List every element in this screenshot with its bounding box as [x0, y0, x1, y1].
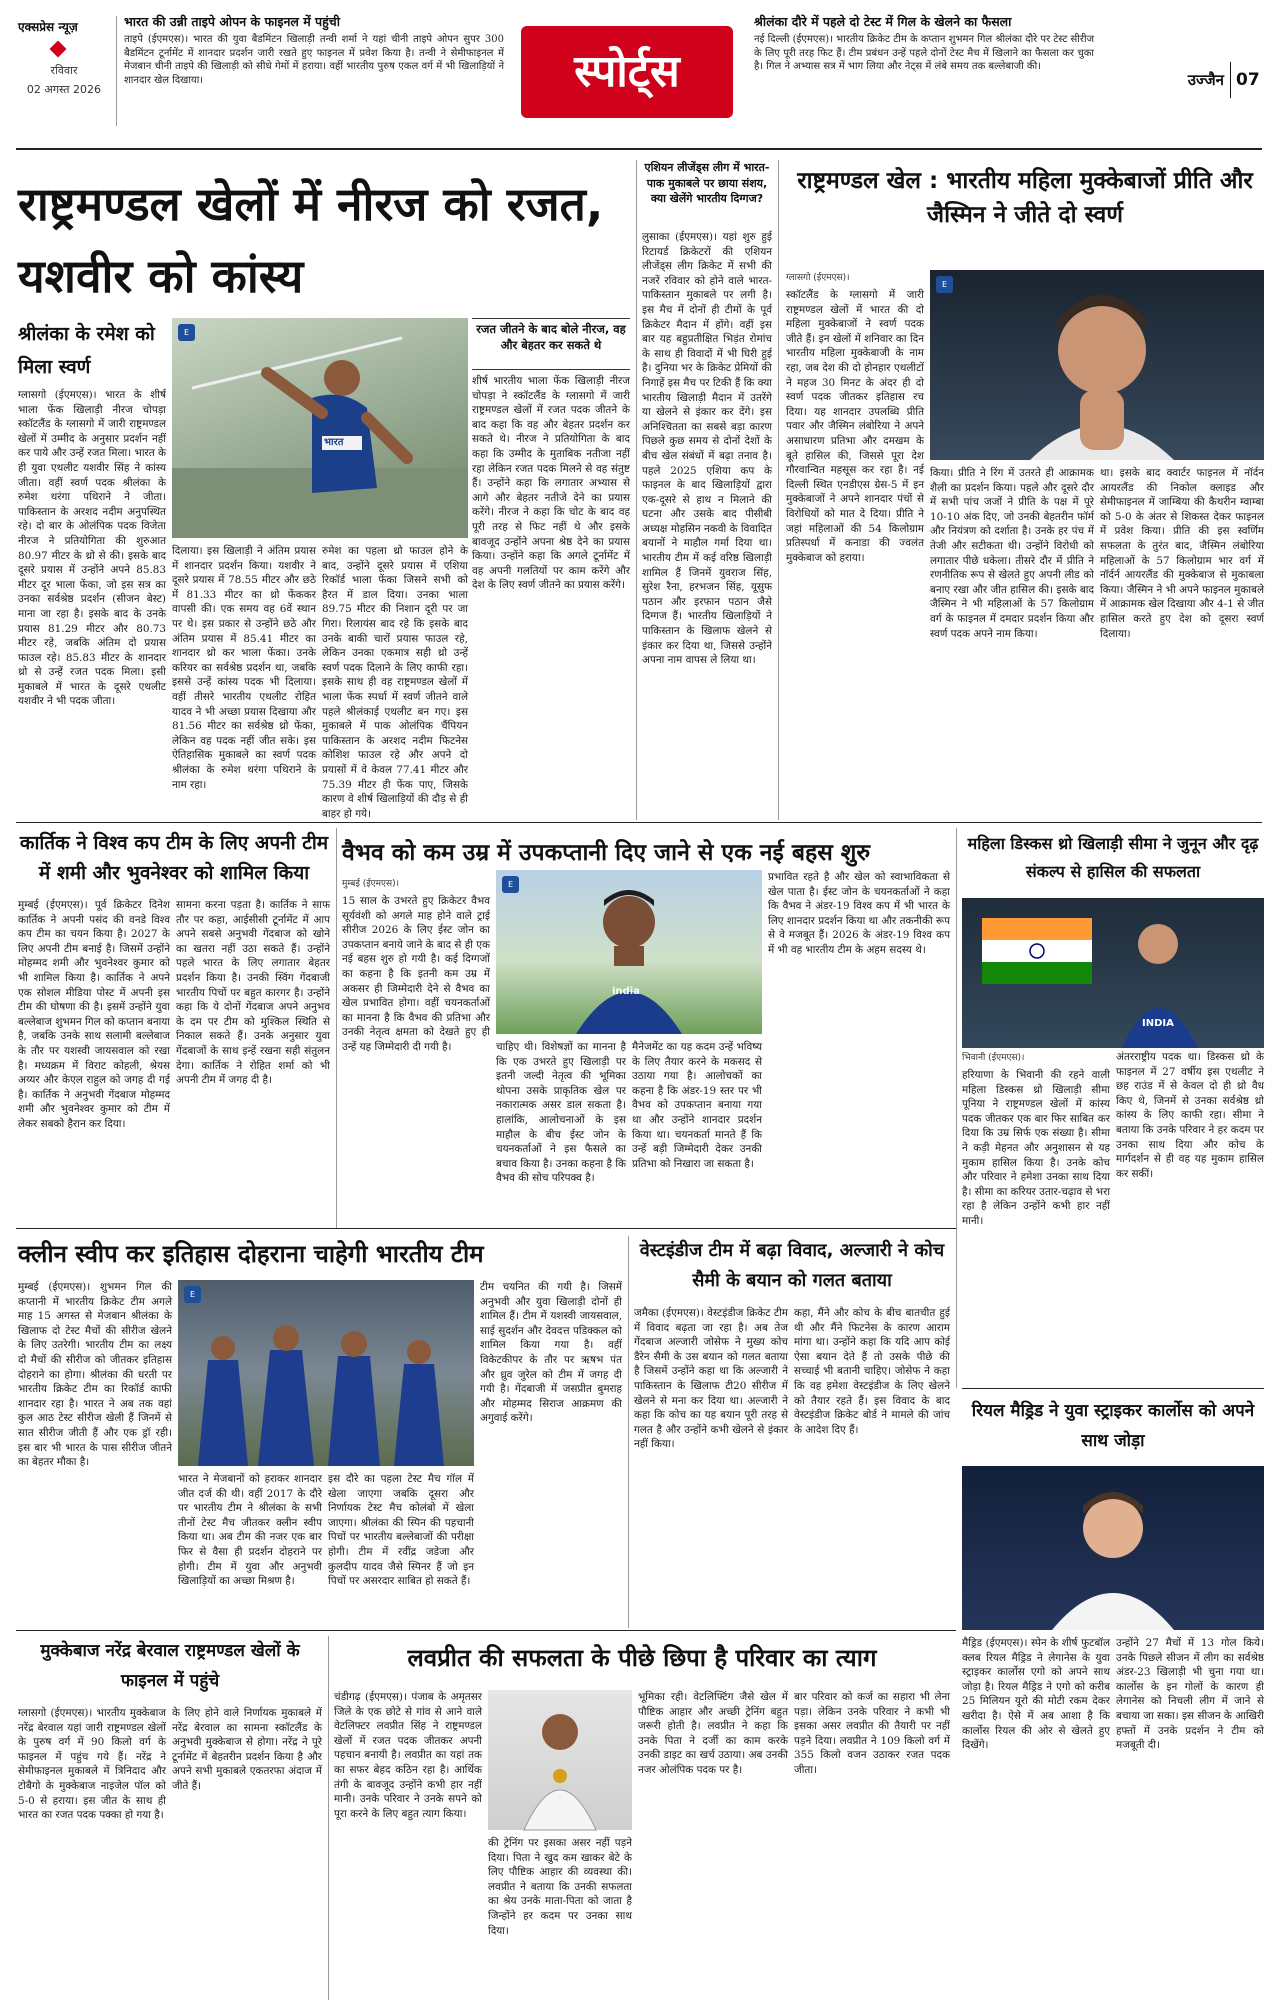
neeraj-col-1: ग्लासगो (ईएमएस)। भारत के शीर्ष भाला फेंक खिलाड़ी नीरज चोपड़ा स्कॉटलैंड के ग्लासगो में जारी राष्ट्रमण्डल खेलों में उम्मीद के अनुसार प्रदर्शन नहीं कर पाये और उन्हें रजत मिला। भारत के ही युवा एथलीट यशवीर सिंह ने कांस्य जीता। वहीं स्वर्ण पदक श्रीलंका के रुमेश थरंगा पथिराने ने जीता। पाकिस्तान के अरशद नदीम अनुपस्थित रहे। दो बार के ओलंपिक पदक विजेता नीरज ने प्रतियोगिता की शुरुआत 80.97 मीटर के थ्रो से की। इसके बाद दूसरे प्रयास में उन्होंने अपने 85.83 मीटर दूर भाला फेंका, जो इस सत्र का उनका सर्वश्रेष्ठ प्रदर्शन (सीजन बेस्ट) माना जा रहा है। इसके बाद के उनके प्रयास 81.29 मीटर और 80.73 मीटर रहे, जबकि अंतिम दो प्रयास फाउल रहे। 85.83 मीटर के शानदार थ्रो से उन्हें रजत पदक मिला। इसी मुकाबले में भारत के दूसरे एथलीट यशवीर ने भी पदक जीता।	[18, 389, 166, 708]
neeraj-caption: रजत जीतने के बाद बोले नीरज, वह और बेहतर कर सकते थे	[476, 322, 626, 352]
madrid-photo	[962, 1466, 1264, 1630]
vaibhav-credit: मुम्बई (ईएमएस)।	[342, 879, 399, 889]
boxing-col-1: स्कॉटलैंड के ग्लासगो में जारी राष्ट्रमण्डल खेलों में भारत की दो महिला मुक्केबाजों ने स्वर्ण पदक जीते हैं। इन खेलों में शनिवार का दिन भारतीय महिला मुक्केबाजी के नाम रहा, जब देश की दो होनहार एथलीटों ने महज 30 मिनट के अंदर ही दो स्वर्ण पदक जीतकर इतिहास रच दिया। यह शानदार उपलब्धि प्रीति पवार और जैस्मिन लंबोरिया ने अपने असाधारण प्रतिभा और दमखम के बूते हासिल की, जिससे पूरा देश गौरवान्वित महसूस कर रहा है। नई दिल्ली स्थित एनडीएस ग्रेस-5 में इन मुक्केबाजों ने अपने शानदार पंचों से विरोधियों को मात दे दिया। प्रीति ने जहां महिलाओं की 54 किलोग्राम प्रतिस्पर्धा में कनाडा की ज्वलंत मुक्केबाज को हराया।	[786, 289, 924, 564]
team-illustration	[178, 1280, 474, 1466]
ems-logo-icon: E	[184, 1286, 201, 1303]
lovepreet-headline: लवप्रीत की सफलता के पीछे छिपा है परिवार का त्याग	[407, 1644, 877, 1672]
asia-body: लुसाका (ईएमएस)। यहां शुरु हुई रिटायर्ड क्रिकेटरों की एशियन लीजेंड्स लीग क्रिकेट में सभी की नजरें रविवार को होने वाले भारत-पाकिस्तान मुकाबले पर लगी है। इस मैच में दोनों ही टीमों के पूर्व क्रिकेटर मैदान में होंगे। वहीं इस बार यह बहुप्रतीक्षित भिड़ंत रोमांच के साथ ही विवादों में भी घिरी हुई है। दुनिया भर के क्रिकेट प्रेमियों की निगाहें इस मैच पर टिकी हैं कि क्या भारतीय खिलाड़ी मैदान में उतरेंगे या खेलने से इंकार कर देंगे। इस अनिश्चितता का सबसे बड़ा कारण पिछले कुछ समय से दोनों देशों के बीच खेल संबंधों में बढ़ा तनाव है। पहले 2025 एशिया कप के फाइनल के बाद खिलाड़ियों द्वारा एक-दूसरे से हाथ न मिलाने की घटना और उसके बाद पीसीबी अध्यक्ष मोहसिन नकवी के विवादित बयानों ने माहौल गर्मा दिया था। भारतीय टीम में कई वरिष्ठ खिलाड़ी शामिल हैं जिनमें युवराज सिंह, सुरेश रैना, हरभजन सिंह, यूसुफ पठान और इरफान पठान जैसे दिग्गज हैं। भारतीय खिलाड़ियों ने पाकिस्तान के खिलाफ खेलने से इंकार कर दिया था, जिससे उन्होंने अपना नाम वापस ले लिया था।	[642, 231, 772, 667]
vaibhav-photo-label: india	[612, 986, 640, 997]
cleansweep-photo	[178, 1280, 474, 1466]
neeraj-col-2: दिलाया। इस खिलाड़ी ने अंतिम प्रयास में शानदार प्रदर्शन किया। यशवीर ने दूसरे प्रयास में 78.55 मीटर और छठे में 81.33 मीटर का थ्रो फेंककर वापसी की। एक समय वह 6वें स्थान पर थे। इस प्रकार से उन्होंने छठे और अंतिम प्रयास में 85.41 मीटर का शानदार थ्रो कर भाला फेंका। उनके करियर का सर्वश्रेष्ठ प्रदर्शन था, जबकि इससे उन्हें कांस्य पदक भी दिलाया। वहीं तीसरे भारतीय एथलीट रोहित यादव ने भी अच्छा प्रयास दिखाया और 81.56 मीटर का सर्वश्रेष्ठ थ्रो फेंका, लेकिन वह पदक नहीं जीत सके। इस ऐतिहासिक मुकाबले का स्वर्ण पदक श्रीलंका के रुमेश थरंगा पथिराने के नाम रहा।	[172, 545, 316, 791]
teaser-left-title: भारत की उन्नी ताइपे ओपन के फाइनल में पहुंची	[124, 14, 340, 29]
seema-headline: महिला डिस्कस थ्रो खिलाड़ी सीमा ने जुनून और दृढ़ संकल्प से हासिल की सफलता	[967, 834, 1259, 881]
neeraj-subhead: श्रीलंका के रमेश को मिला स्वर्ण	[18, 323, 155, 378]
neeraj-caption-box	[472, 318, 630, 370]
vaibhav-col-3: मैनेजमेंट का यह कदम उन्हें भविष्य के लिए तैयार करने के मकसद से उठाया गया है। आलोचकों का कहना है कि अंडर-19 स्तर पर भी वैभव को उपकप्तान बनाया गया था और उन्होंने शानदार प्रदर्शन किया था। चयनकर्ता मानते हैं कि उन्हें बड़ी जिम्मेदारी देकर उनकी प्रतिभा को निखारा जा सकता है।	[632, 1041, 762, 1170]
cleansweep-col-2: भारत ने मेजबानों को हराकर शानदार जीत दर्ज की थी। वहीं 2017 के दौरे पर भारतीय टीम ने श्रीलंका के सभी तीनों टेस्ट मैच जीतकर क्लीन स्वीप किया था। अब टीम की नजर एक बार फिर से वैसा ही प्रदर्शन दोहराने पर होगी। टीम में युवा और अनुभवी खिलाड़ियों का अच्छा मिश्रण है।	[178, 1473, 322, 1588]
seema-photo	[962, 898, 1264, 1048]
teaser-right-title: श्रीलंका दौरे में पहले दो टेस्ट में गिल के खेलने का फैसला	[754, 14, 1012, 29]
seema-credit: भिवानी (ईएमएस)।	[962, 1053, 1025, 1063]
section-banner	[521, 26, 733, 118]
westindies-headline: वेस्टइंडीज टीम में बढ़ा विवाद, अल्जारी ने कोच सैमी के बयान को गलत बताया	[639, 1240, 945, 1291]
westindies-col-1: जमैका (ईएमएस)। वेस्टइंडीज क्रिकेट टीम में विवाद बढ़ता जा रहा है। अब तेज गेंदबाज अल्जारी जोसेफ ने मुख्य कोच डैरेन सैमी के उस बयान को गलत बताया है जिसमें उन्होंने कहा था कि अल्जारी ने पाकिस्तान के खिलाफ टी20 सीरीज में खेलने से मना कर दिया था। अल्जारी ने कहा कि कोच का यह बयान पूरी तरह से गलत है और उन्होंने कभी खेलने से इंकार नहीं किया।	[634, 1307, 788, 1451]
boxer-illustration	[930, 270, 1264, 460]
masthead	[0, 0, 1279, 150]
section-title: स्पोर्ट्स	[574, 46, 680, 97]
boxing-photo	[930, 270, 1264, 460]
city-label: उज्जैन	[1187, 71, 1224, 89]
seema-col-1: हरियाणा के भिवानी की रहने वाली महिला डिस्कस थ्रो खिलाड़ी सीमा पूनिया ने राष्ट्रमण्डल खेलों में कांस्य पदक जीतकर एक बार फिर साबित कर दिया कि उम्र सिर्फ एक संख्या है। सीमा ने कड़ी मेहनत और अनुशासन से यह मुकाम हासिल किया है। उनके कोच और परिवार ने हमेशा उनका साथ दिया है। सीमा का करियर उतार-चढ़ाव से भरा रहा है लेकिन उन्होंने कभी हार नहीं मानी।	[962, 1069, 1111, 1227]
lovepreet-col-1: चंडीगढ़ (ईएमएस)। पंजाब के अमृतसर जिले के एक छोटे से गांव से आने वाले वेटलिफ्टर लवप्रीत सिंह ने राष्ट्रमण्डल खेलों में रजत पदक जीतकर अपनी पहचान बनायी है। लवप्रीत का यहां तक का सफर बेहद कठिन रहा है। आर्थिक तंगी के बावजूद उन्होंने कभी हार नहीं मानी। उनके परिवार ने उनके सपने को पूरा करने के लिए बहुत त्याग किया।	[334, 1691, 482, 1820]
cleansweep-col-3: इस दौरे का पहला टेस्ट मैच गॉल में खेला जाएगा जबकि दूसरा और निर्णायक टेस्ट मैच कोलंबो में खेला जाएगा। श्रीलंका की स्पिन की पहचानी पिचों पर भारतीय बल्लेबाजों की परीक्षा होगी। टीम में रवींद्र जडेजा और कुलदीप यादव जैसे स्पिनर हैं जो इन पिचों पर असरदार साबित हो सकते हैं।	[328, 1473, 474, 1588]
teaser-left	[124, 14, 504, 124]
teaser-left-body: ताइपे (ईएमएस)। भारत की युवा बैडमिंटन खिलाड़ी तन्वी शर्मा ने यहां चीनी ताइपे ओपन सुपर 300 बैडमिंटन टूर्नामेंट में शानदार प्रदर्शन जारी रखते हुए फाइनल में प्रवेश किया है। तन्वी ने सेमीफाइनल में मेजबान चीनी ताइपे की खिलाड़ी को सीधे गेमों में हराया। वहीं भारतीय पुरुष एकल वर्ग में भी खिलाड़ियों ने शानदार खेल दिखाया।	[124, 34, 504, 86]
brand-logo-icon	[50, 41, 67, 58]
weightlifter-illustration	[488, 1690, 632, 1830]
page-number: 07	[1236, 70, 1260, 90]
asia-title: एशियन लीजेंड्स लीग में भारत-पाक मुकाबले पर छाया संशय, क्या खेलेंगे भारतीय दिग्गज?	[644, 161, 770, 205]
boxing-headline: राष्ट्रमण्डल खेल : भारतीय महिला मुक्केबाजों प्रीति और जैस्मिन ने जीते दो स्वर्ण	[797, 168, 1253, 228]
naresh-col-2: के लिए होने वाले निर्णायक मुकाबले में नरेंद्र बेरवाल का सामना स्कॉटलैंड के अनुभवी मुक्केबाज से होगा। नरेंद्र ने पूरे टूर्नामेंट में बेहतरीन प्रदर्शन किया है और अपने सभी मुकाबले एकतरफा अंदाज में जीते हैं।	[172, 1707, 322, 1792]
teaser-right	[754, 14, 1094, 124]
neeraj-col-4: शीर्ष भारतीय भाला फेंक खिलाड़ी नीरज चोपड़ा ने स्कॉटलैंड के ग्लासगो में जारी राष्ट्रमण्डल खेलों में रजत पदक जीतने के बाद कहा कि वह और बेहतर प्रदर्शन कर सकते थे। नीरज ने प्रतियोगिता के बाद कहा कि उम्मीद के मुताबिक नतीजा नहीं रहा लेकिन रजत पदक मिलने से वह संतुष्ट हैं। उन्होंने कहा कि लगातार अभ्यास से आगे और बेहतर नतीजे देने का प्रयास करेंगे। नीरज ने कहा कि चोट के बाद वह पूरी तरह से फिट नहीं थे और इसके बावजूद उन्होंने अपना श्रेष्ठ देने का प्रयास किया। उन्होंने कहा कि अगले टूर्नामेंट में वह अपनी गलतियों पर काम करेंगे और देश के लिए स्वर्ण जीतने का प्रयास करेंगे।	[472, 375, 630, 592]
teaser-right-body: नई दिल्ली (ईएमएस)। भारतीय क्रिकेट टीम के कप्तान शुभमन गिल श्रीलंका दौरे पर टेस्ट सीरीज के लिए पूरी तरह फिट हैं। टीम प्रबंधन उन्हें पहले दोनों टेस्ट मैच में खिलाने का फैसला कर चुका है। गिल ने अभ्यास सत्र में भाग लिया और नेट्स में लंबे समय तक बल्लेबाजी की।	[754, 34, 1094, 73]
naresh-headline: मुक्केबाज नरेंद्र बेरवाल राष्ट्रमण्डल खेलों के फाइनल में पहुंचे	[40, 1641, 300, 1691]
vaibhav-col-4: प्रभावित रहते है और खेल को स्वाभाविकता से खेल पाता है। ईस्ट जोन के चयनकर्ताओं ने कहा कि वैभव ने अंडर-19 विश्व कप में भी भारत के लिए शानदार प्रदर्शन किया था और तकनीकी रूप से वे मजबूत हैं। 2026 के अंडर-19 विश्व कप में भी वह भारतीय टीम के अहम सदस्य थे।	[768, 871, 950, 956]
boxing-credit: ग्लासगो (ईएमएस)।	[786, 273, 850, 283]
seema-photo-label: INDIA	[1142, 1018, 1174, 1029]
ems-logo-icon: E	[502, 876, 519, 893]
lovepreet-col-2: की ट्रेनिंग पर इसका असर नहीं पड़ने दिया। पिता ने खुद कम खाकर बेटे के लिए पौष्टिक आहार की व्यवस्था की। लवप्रीत ने बताया कि उनकी सफलता का श्रेय उनके माता-पिता को जाता है जिन्होंने हर कदम पर उनका साथ दिया।	[488, 1837, 632, 1937]
cleansweep-col-4: टीम चयनित की गयी है। जिसमें अनुभवी और युवा खिलाड़ी दोनों ही शामिल हैं। टीम में यशस्वी जायसवाल, साई सुदर्शन और देवदत्त पडिक्कल को शामिल किया गया है। वहीं विकेटकीपर के तौर पर ऋषभ पंत और ध्रुव जुरेल को टीम में जगह दी गयी है। गेंदबाजी में जसप्रीत बुमराह और मोहम्मद सिराज आक्रमण की अगुवाई करेंगे।	[480, 1281, 622, 1425]
naresh-col-1: ग्लासगो (ईएमएस)। भारतीय मुक्केबाज नरेंद्र बेरवाल यहां जारी राष्ट्रमण्डल खेलों के पुरुष वर्ग में 90 किलो वर्ग के फाइनल में पहुंच गये हैं। नरेंद्र ने सेमीफाइनल मुकाबले में त्रिनिदाद और टोबैगो के मुक्केबाज नाइजेल पॉल को 5-0 से हराया। इस जीत के साथ ही भारत का रजत पदक पक्का हो गया है।	[18, 1707, 166, 1822]
neeraj-headline: राष्ट्रमण्डल खेलों में नीरज को रजत, यशवीर को कांस्य	[18, 177, 604, 303]
ems-logo-icon: E	[936, 276, 953, 293]
vaibhav-photo	[496, 870, 762, 1034]
masthead-day: रविवार	[50, 64, 78, 77]
athlete-flag-illustration	[962, 898, 1264, 1048]
neeraj-photo-label: भारत	[324, 437, 344, 448]
vaibhav-col-2: चाहिए थी। विशेषज्ञों का मानना है कि एक उभरते हुए खिलाड़ी पर इतनी जल्दी नेतृत्व की भूमिका थोपना उसके प्राकृतिक खेल पर नकारात्मक असर डाल सकता है। हालांकि, आलोचनाओं के इस माहौल के बीच ईस्ट जोन के चयनकर्ताओं ने इस फैसले का बचाव किया है। उनका कहना है कि वैभव की सोच परिपक्व है।	[496, 1041, 626, 1185]
lovepreet-col-4: बार परिवार को कर्ज का सहारा भी लेना पड़ा। लेकिन उनके परिवार ने कभी भी इसका असर लवप्रीत की तैयारी पर नहीं पड़ने दिया। लवप्रीत ने 109 किलो वर्ग में 355 किलो वजन उठाकर रजत पदक जीता।	[794, 1691, 950, 1776]
neeraj-col-3: रुमेश का पहला थ्रो फाउल होने के बाद, उन्होंने दूसरे प्रयास में एशिया रिकॉर्ड भाला फेंका जिसने सभी को हैरत में डाल दिया। उनका भाला 89.75 मीटर की निशान दूरी पर जा गिरा। रिलायंस बाद रहे कि इसके बाद उनके बाकी चारों प्रयास फाउल रहे, लेकिन उनका एकमात्र सही थ्रो उन्हें स्वर्ण पदक दिलाने के लिए काफी रहा। इसके साथ ही वह राष्ट्रमण्डल खेलों में भाला फेंक स्पर्धा में स्वर्ण जीतने वाले पहले श्रीलंकाई एथलीट बन गए। इस मुकाबले में पाक ओलंपिक चैंपियन पाकिस्तान के अरशद नदीम फिटनेस कोशिश फाउल रहे और अपने दो प्रयासों में वे केवल 77.41 मीटर और 75.39 मीटर ही फेंक पाए, जिसके कारण वे शीर्ष खिलाड़ियों की दौड़ से ही बाहर हो गये।	[322, 545, 468, 820]
boxing-col-2: किया। प्रीति ने रिंग में उतरते ही आक्रामक शैली का प्रदर्शन किया। पहले और दूसरे दौर में सभी पांच जजों ने प्रीति के पक्ष में पूरे 10-10 अंक दिए, जो उनकी बेहतरीन फॉर्म और नियंत्रण को दर्शाता है। उनके हर पंच में तेजी और सटीकता थी। उन्होंने विरोधी को लगातार पीछे धकेला। तीसरे दौर में प्रीति ने रणनीतिक रूप से खेलते हुए अपनी लीड को बनाए रखा और जीत हासिल की। इसके बाद जैस्मिन ने भी महिलाओं के 57 किलोग्राम वर्ग के फाइनल में दमदार प्रदर्शन किया और स्वर्ण पदक अपने नाम किया।	[930, 467, 1094, 640]
masthead-date: 02 अगस्त 2026	[26, 83, 102, 96]
karthik-headline: कार्तिक ने विश्व कप टीम के लिए अपनी टीम में शमी और भुवनेश्वर को शामिल किया	[19, 832, 329, 884]
cricketer-illustration	[496, 870, 762, 1034]
madrid-col-1: मैड्रिड (ईएमएस)। स्पेन के शीर्ष फुटबॉल क्लब रियल मैड्रिड ने लेगानेस के युवा स्ट्राइकर कार्लोस एगो को अपने साथ जोड़ा है। रियल मैड्रिड ने एगो को करीब 25 मिलियन यूरो की मोटी रकम देकर खरीदा है। ऐसे में अब आशा है कि कार्लोस रियल की ओर से खेलते हुए दिखेंगे।	[962, 1637, 1110, 1752]
javelin-athlete-illustration	[172, 318, 468, 538]
lovepreet-col-3: भूमिका रही। वेटलिफ्टिंग जैसे खेल में पौष्टिक आहार और अच्छी ट्रेनिंग बहुत जरूरी होती है। लवप्रीत ने कहा कि उनके पिता ने दर्जी का काम करके उनकी डाइट का खर्च उठाया। अब उनकी नजर ओलंपिक पदक पर है।	[638, 1691, 788, 1776]
vaibhav-headline: वैभव को कम उम्र में उपकप्तानी दिए जाने से एक नई बहस शुरु	[342, 840, 871, 866]
boxing-col-3: था। इसके बाद क्वार्टर फाइनल में नॉर्दन आयरलैंड की निकोल क्लाइड और सेमीफाइनल में जाम्बिया की कैथरीन म्वाम्बा को 5-0 के अंतर से शिकस्त देकर फाइनल में प्रवेश किया। प्रीति की इस स्वर्णिम सफलता के तुरंत बाद, जैस्मिन लंबोरिया महिलाओं के 57 किलोग्राम भार वर्ग में नॉर्दर्न आयरलैंड की मुक्केबाज से मुकाबला किया। जैस्मिन ने भी अपने फाइनल मुकाबले में आक्रामक खेल दिखाया और 4-1 से जीत हासिल करते हुए देश को दूसरा स्वर्ण दिलाया।	[1100, 467, 1264, 640]
cleansweep-col-1: मुम्बई (ईएमएस)। शुभमन गिल की कप्तानी में भारतीय क्रिकेट टीम अगले माह 15 अगस्त से मेजबान श्रीलंका के खिलाफ दो टेस्ट मैचों की सीरीज खेलने के लिए उतरेगी। भारतीय टीम का लक्ष्य दो मैचों की सीरीज को जीतकर इतिहास दोहराने का होगा। श्रीलंका की धरती पर भारतीय क्रिकेट टीम का रिकॉर्ड काफी शानदार रहा है। भारत ने अब तक वहां कुल आठ टेस्ट सीरीज खेली हैं जिनमें से सात सीरीज जीती हैं और एक ड्रॉ रही। इस बार भी भारत के पास सीरीज जीतने का बेहतर मौका है।	[18, 1281, 172, 1469]
lovepreet-photo	[488, 1690, 632, 1830]
neeraj-photo	[172, 318, 468, 538]
seema-col-2: अंतरराष्ट्रीय पदक था। डिस्कस थ्रो के फाइनल में 27 वर्षीय इस एथलीट ने छह राउंड में से केवल दो ही थ्रो वैध किए थे, जिनमें से उनका सर्वश्रेष्ठ थ्रो कांस्य के लिए काफी रहा। सीमा ने बताया कि उनके परिवार ने हर कदम पर उनका साथ दिया और कोच के मार्गदर्शन से ही वह यह मुकाम हासिल कर सकीं।	[1116, 1051, 1264, 1180]
asia-title-box	[642, 160, 772, 226]
madrid-headline: रियल मैड्रिड ने युवा स्ट्राइकर कार्लोस को अपने साथ जोड़ा	[971, 1401, 1255, 1451]
cleansweep-headline: क्लीन स्वीप कर इतिहास दोहराना चाहेगी भारतीय टीम	[18, 1240, 484, 1268]
karthik-col-2: सामना करना पड़ता है। कार्तिक ने साफ तौर पर कहा, आईसीसी टूर्नामेंट में आप अपने सबसे अनुभवी गेंदबाज को खोने का खतरा नहीं उठा सकते हैं। उन्होंने पहले भारत के लिए लगातार बेहतर प्रदर्शन किया है। उनकी स्विंग गेंदबाजी भारतीय पिचों पर बहुत कारगर है। उन्होंने कहा कि ये दोनों गेंदबाज अपने अनुभव के दम पर टीम को मुश्किल स्थिति से निकाल सकते हैं। उनके अनुसार युवा गेंदबाजों के साथ इन्हें रखना सही संतुलन देगा। कार्तिक ने रोहित शर्मा को भी अपनी टीम में जगह दी है।	[176, 899, 330, 1087]
westindies-col-2: कहा, मैंने और कोच के बीच बातचीत हुई थी और मैंने फिटनेस के कारण आराम मांगा था। उन्होंने कहा कि यदि आप कोई ऐसा बयान देते हैं तो उसके पीछे की सच्चाई भी बतानी चाहिए। जोसेफ ने कहा कि वह हमेशा वेस्टइंडीज के लिए खेलने को तैयार रहते हैं। इस विवाद के बाद वेस्टइंडीज क्रिकेट बोर्ड ने मामले की जांच के आदेश दिए हैं।	[794, 1307, 950, 1436]
madrid-col-2: उन्होंने 27 मैचों में 13 गोल किये। उनके पिछले सीजन में लीग का सर्वश्रेष्ठ अंडर-23 खिलाड़ी भी चुना गया था। कार्लोस के इन गोलों के कारण ही लेगानेस को निचली लीग में जाने से बचाया जा सका। इस सीजन के आखिरी हफ्तों में उनके प्रदर्शन ने टीम को मजबूती दी।	[1116, 1637, 1264, 1752]
karthik-col-1: मुम्बई (ईएमएस)। पूर्व क्रिकेटर दिनेश कार्तिक ने अपनी पसंद की वनडे विश्व कप टीम का चयन किया है। 2027 के लिए अपनी टीम बनाई है। जिसमें उन्होंने मोहम्मद शमी और भुवनेश्वर कुमार को भी शामिल किया है। कार्तिक ने अपने एक सोशल मीडिया पोस्ट में अपनी इस टीम की घोषणा की है। इसमें उन्होंने युवा बल्लेबाज शुभमन गिल को कप्तान बनाया है, जबकि उनके साथ सलामी बल्लेबाज के तौर पर यशस्वी जायसवाल को रखा है। मध्यक्रम में विराट कोहली, श्रेयस अय्यर और केएल राहुल को जगह दी गई है। कार्तिक ने अनुभवी गेंदबाज मोहम्मद शमी और भुवनेश्वर कुमार को टीम में लेकर सबको हैरान कर दिया।	[18, 899, 170, 1130]
footballer-illustration	[962, 1466, 1264, 1630]
vaibhav-col-1: 15 साल के उभरते हुए क्रिकेटर वैभव सूर्यवंशी को अगले माह होने वाले ट्राई सीरीज 2026 के लिए ईस्ट जोन का उपकप्तान बनाये जाने के बाद से ही एक नई बहस शुरु हो गयी है। कई दिग्गजों का कहना है कि इतनी कम उम्र में अकसर ही जिम्मेदारी देने से वैभव का खेल प्रभावित होगा। वहीं चयनकर्ताओं का मानना है कि वैभव की प्रतिभा और उनकी नेतृत्व क्षमता को देखते हुए ही उन्हें यह जिम्मेदारी दी गयी है।	[342, 895, 490, 1053]
brand-name: एक्सप्रेस न्यूज़	[18, 20, 78, 34]
ems-logo-icon: E	[178, 324, 195, 341]
brand-block	[18, 18, 110, 118]
